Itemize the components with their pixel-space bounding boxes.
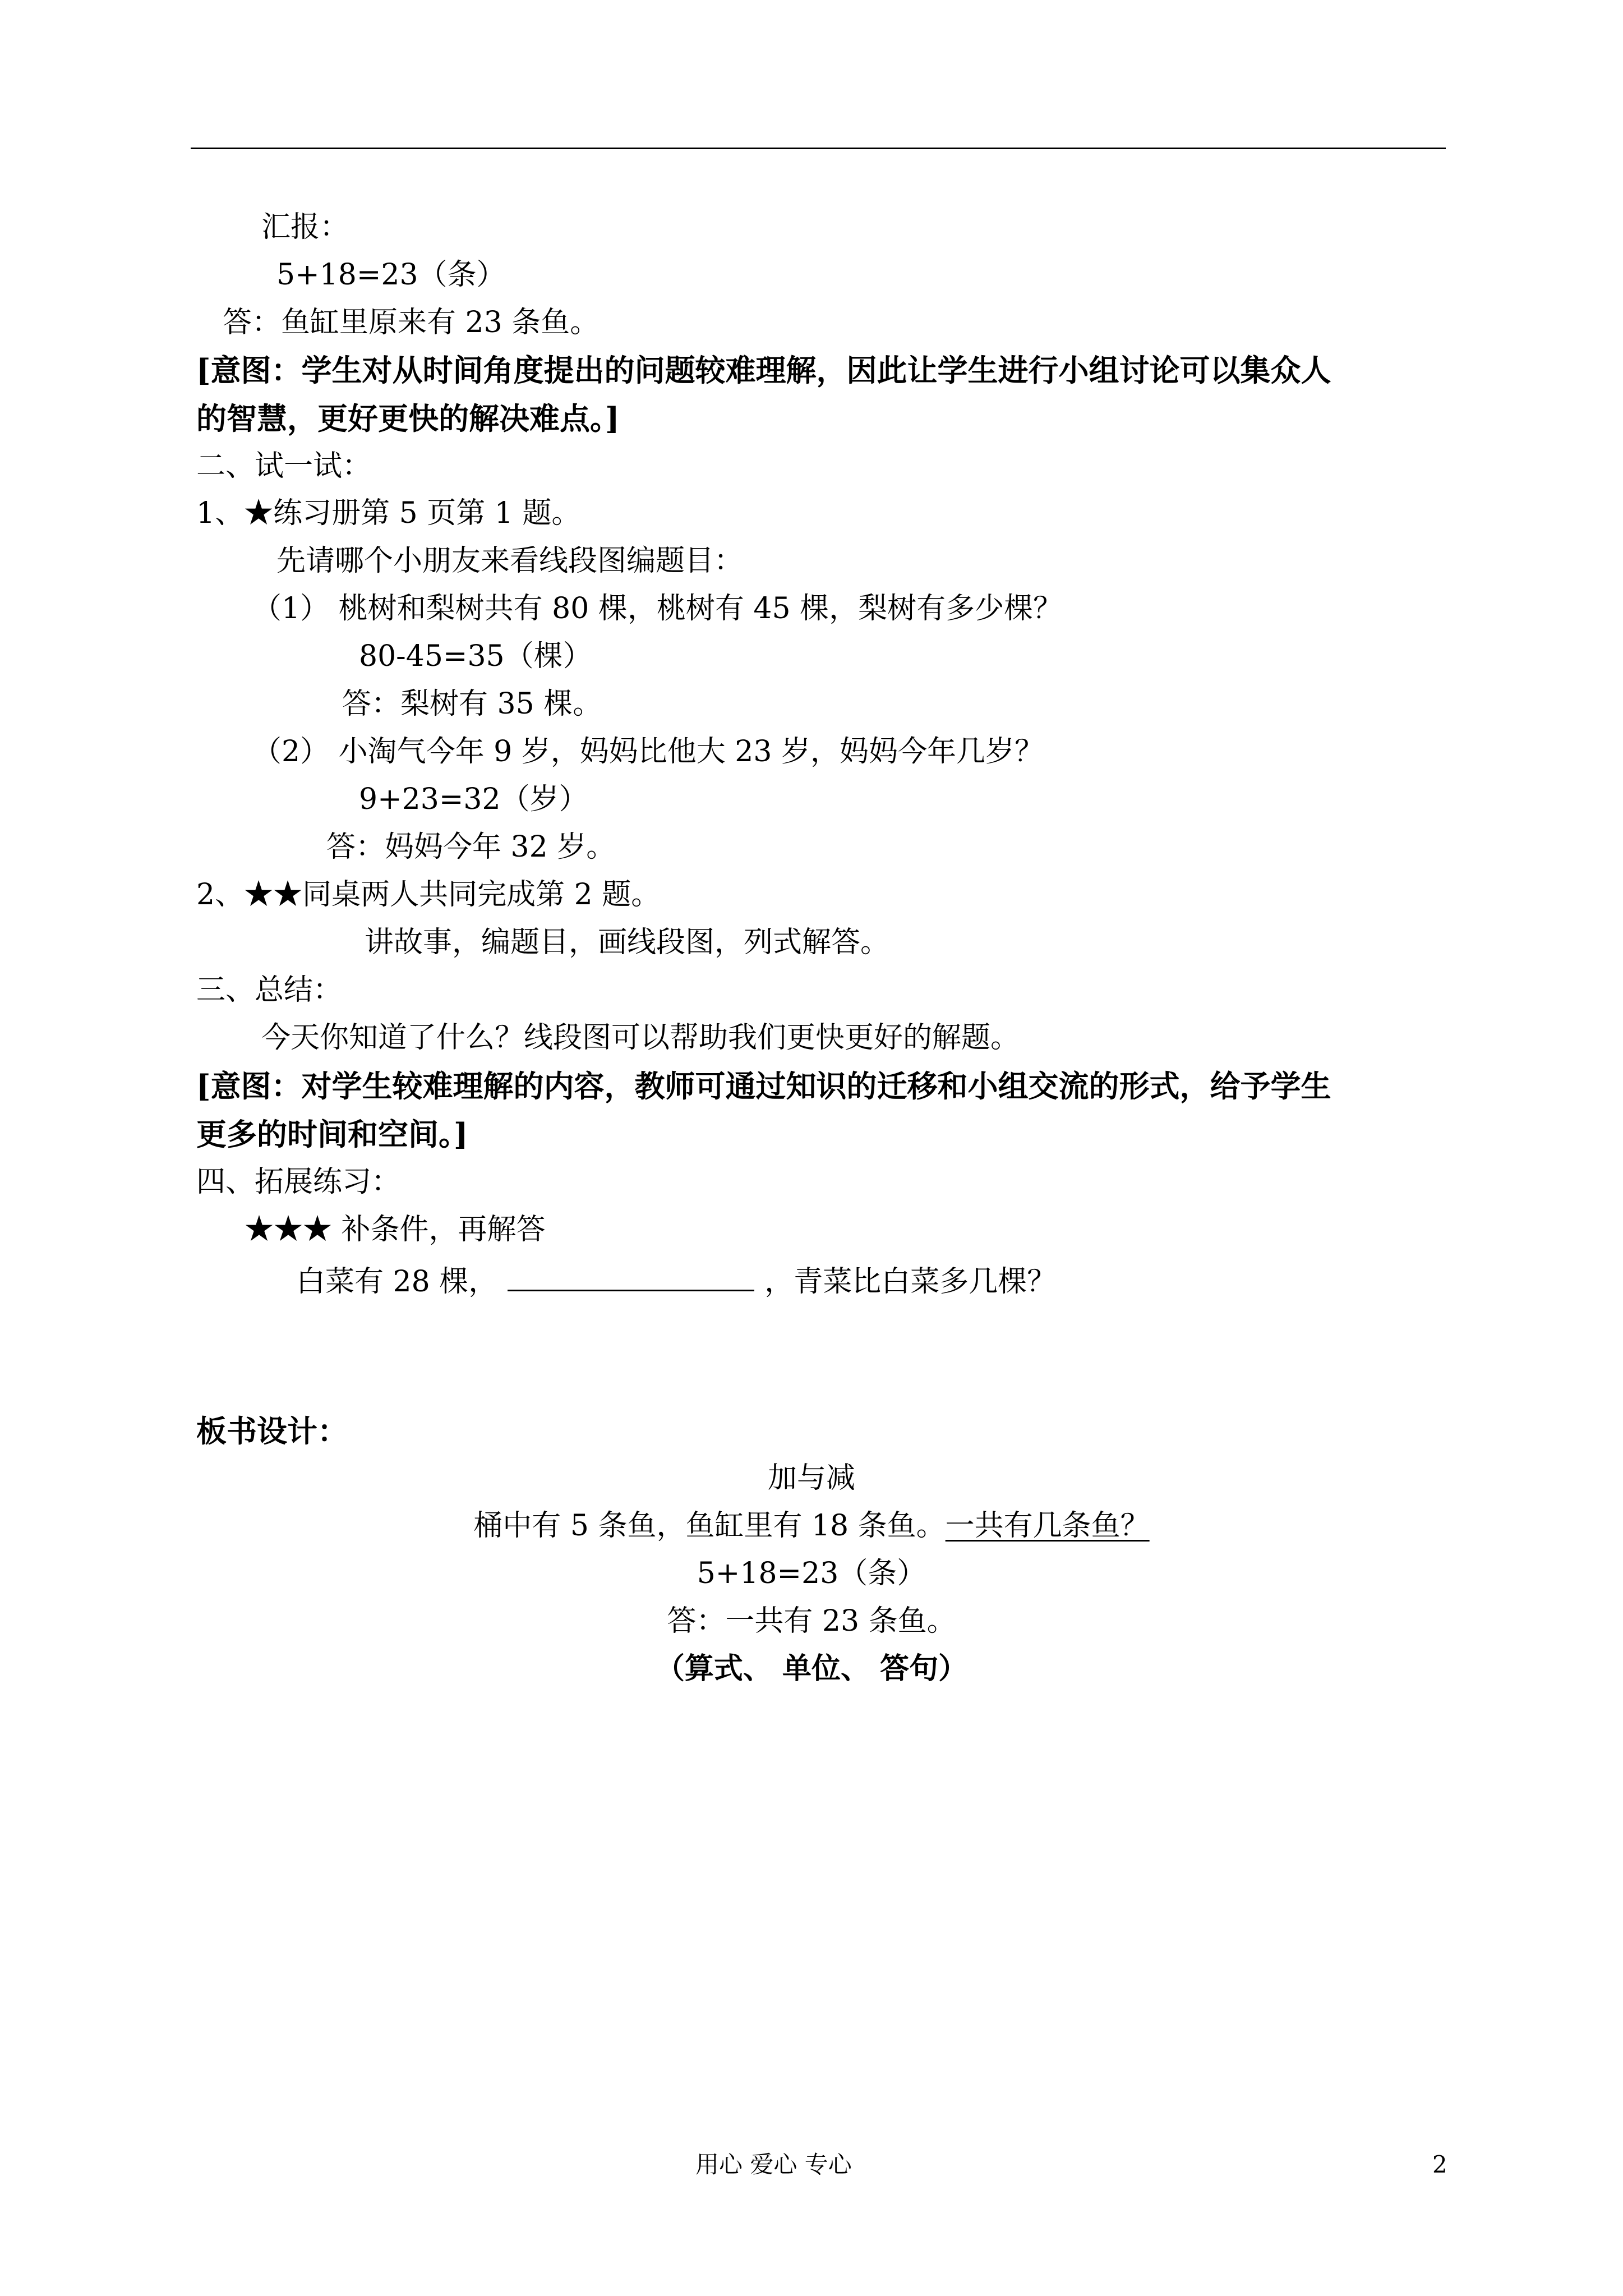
board-problem-question: 一共有几条鱼？ — [945, 1509, 1150, 1543]
summary-text: 今天你知道了什么？线段图可以帮助我们更快更好的解题。 — [261, 1021, 1020, 1055]
problem-2-answer: 答：妈妈今年 32 岁。 — [326, 830, 616, 864]
fill-blank-line — [508, 1260, 754, 1291]
board-design-heading: 板书设计： — [196, 1413, 348, 1449]
section-try: 二、试一试： — [196, 449, 372, 483]
extension-task: ★★★ 补条件，再解答 — [245, 1213, 546, 1246]
equation-line: 5+18=23（条） — [276, 258, 506, 292]
answer-line: 答：鱼缸里原来有 23 条鱼。 — [223, 306, 600, 339]
board-title: 加与减 — [767, 1461, 855, 1495]
board-note: （算式、 单位、 答句） — [655, 1651, 968, 1686]
problem-1: （1） 桃树和梨树共有 80 棵，桃树有 45 棵，梨树有多少棵？ — [252, 592, 1063, 625]
board-problem — [0, 1509, 1623, 1543]
report-label: 汇报： — [261, 210, 349, 244]
intent-note-2-cont: 更多的时间和空间。] — [196, 1116, 468, 1152]
board-answer: 答：一共有 23 条鱼。 — [667, 1604, 956, 1638]
header-rule — [191, 148, 1446, 149]
intent-note-1-cont: 的智慧，更好更快的解决难点。] — [196, 401, 620, 436]
page-number: 2 — [1432, 2151, 1447, 2178]
fill-blank-question — [296, 1260, 1056, 1299]
problem-1-answer: 答：梨树有 35 棵。 — [342, 687, 602, 721]
problem-1-equation: 80-45=35（棵） — [359, 639, 592, 673]
board-equation: 5+18=23（条） — [697, 1557, 926, 1590]
problem-2-equation: 9+23=32（岁） — [359, 783, 588, 816]
exercise-1: 1、★练习册第 5 页第 1 题。 — [196, 496, 581, 530]
footer-motto: 用心 爱心 专心 — [695, 2151, 852, 2178]
section-summary: 三、总结： — [196, 973, 343, 1007]
exercise-2: 2、★★同桌两人共同完成第 2 题。 — [196, 878, 661, 912]
exercise-2-steps: 讲故事，编题目，画线段图，列式解答。 — [365, 926, 890, 959]
intent-note-1: [意图：学生对从时间角度提出的问题较难理解，因此让学生进行小组讨论可以集众人 — [196, 352, 1331, 388]
fill-blank-suffix: ，青菜比白菜多几棵？ — [764, 1265, 1057, 1299]
intent-note-2: [意图：对学生较难理解的内容，教师可通过知识的迁移和小组交流的形式，给予学生 — [196, 1068, 1331, 1104]
problem-2: （2） 小淘气今年 9 岁，妈妈比他大 23 岁，妈妈今年几岁？ — [252, 735, 1044, 769]
exercise-1-intro: 先请哪个小朋友来看线段图编题目： — [276, 544, 744, 578]
section-extension: 四、拓展练习： — [196, 1165, 401, 1199]
board-problem-text: 桶中有 5 条鱼，鱼缸里有 18 条鱼。 — [473, 1509, 946, 1543]
fill-blank-prefix: 白菜有 28 棵， — [296, 1265, 498, 1299]
